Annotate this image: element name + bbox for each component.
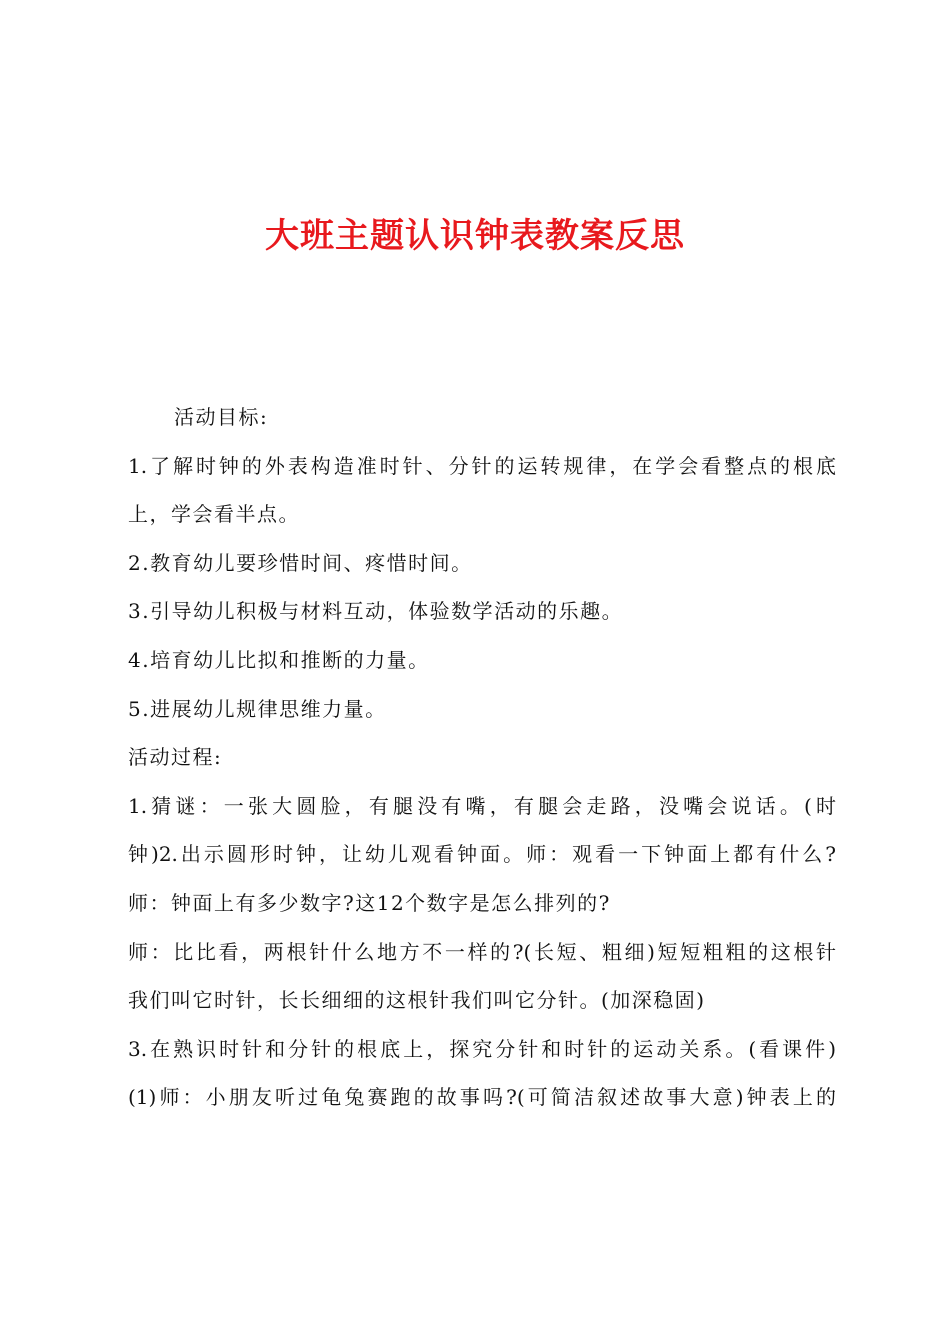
paragraph-line: 上，学会看半点。 (128, 502, 300, 527)
document-body (128, 393, 836, 1122)
paragraph-line: 1.了解时钟的外表构造准时针、分针的运转规律，在学会看整点的根底 (128, 453, 836, 478)
paragraph-line: (1)师：小朋友听过龟兔赛跑的故事吗?(可简洁叙述故事大意)钟表上的 (128, 1085, 836, 1110)
paragraph-line: 1.猜谜：一张大圆脸，有腿没有嘴，有腿会走路，没嘴会说话。(时 (128, 793, 836, 818)
paragraph-line: 3.在熟识时针和分针的根底上，探究分针和时针的运动关系。(看课件) (128, 1036, 836, 1061)
document-title: 大班主题认识钟表教案反思 (265, 216, 685, 256)
section-heading-goals: 活动目标: (174, 405, 269, 429)
paragraph-line: 2.教育幼儿要珍惜时间、疼惜时间。 (128, 550, 473, 575)
section-heading-process: 活动过程: (128, 745, 223, 770)
paragraph-line: 4.培育幼儿比拟和推断的力量。 (128, 647, 430, 672)
paragraph-line: 师：钟面上有多少数字?这12个数字是怎么排列的? (128, 890, 611, 915)
paragraph-line: 5.进展幼儿规律思维力量。 (128, 696, 387, 721)
paragraph-line: 3.引导幼儿积极与材料互动，体验数学活动的乐趣。 (128, 599, 624, 624)
paragraph-line: 师：比比看，两根针什么地方不一样的?(长短、粗细)短短粗粗的这根针 (128, 939, 836, 964)
paragraph-line: 我们叫它时针，长长细细的这根针我们叫它分针。(加深稳固) (128, 988, 706, 1013)
paragraph-line: 钟)2.出示圆形时钟，让幼儿观看钟面。师：观看一下钟面上都有什么? (128, 842, 836, 867)
